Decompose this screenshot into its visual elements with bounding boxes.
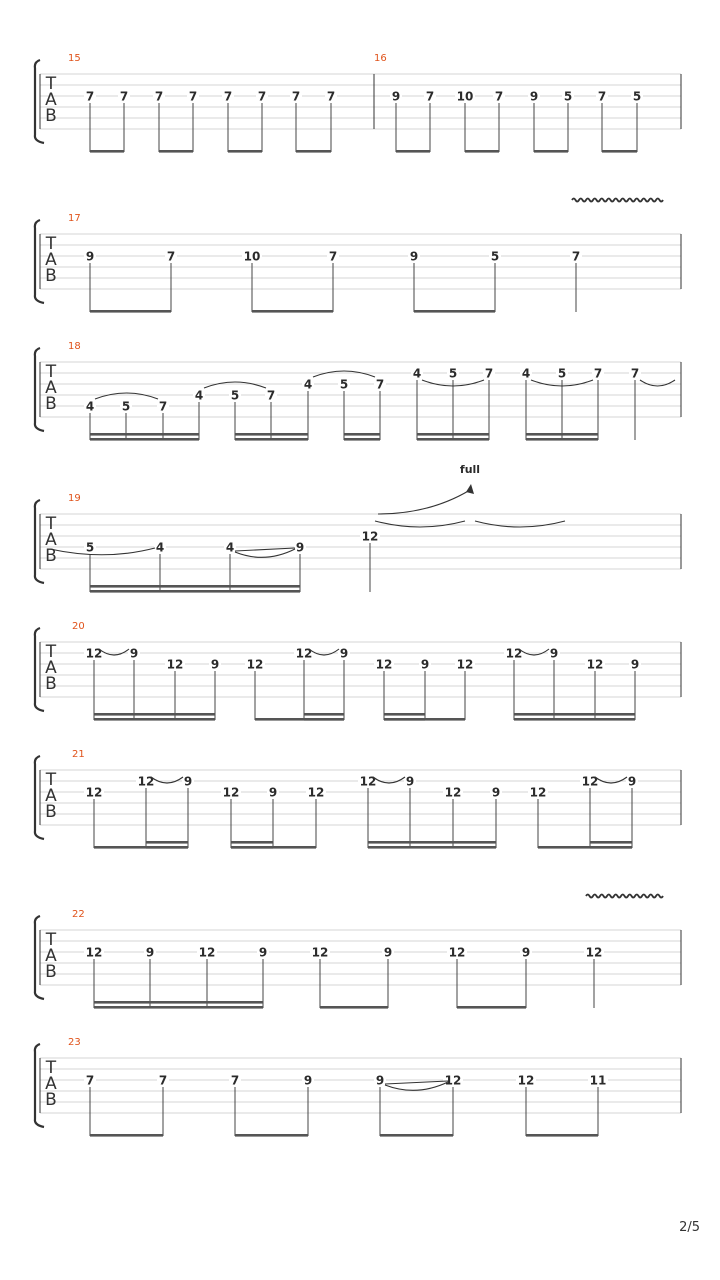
tab-system bbox=[35, 621, 681, 721]
beam bbox=[304, 713, 344, 716]
beam bbox=[417, 433, 489, 436]
fret-number: 7 bbox=[257, 89, 267, 104]
fret-number: 12 bbox=[307, 785, 325, 800]
fret-number: 4 bbox=[194, 388, 204, 403]
measure-number: 15 bbox=[68, 53, 81, 64]
tab-system bbox=[35, 213, 681, 313]
beam bbox=[384, 718, 425, 721]
tab-clef-letter: T bbox=[45, 642, 57, 662]
fret-number: 9 bbox=[145, 945, 155, 960]
fret-number: 7 bbox=[484, 366, 494, 381]
beam bbox=[90, 585, 300, 588]
fret-number: 9 bbox=[375, 1073, 385, 1088]
beam bbox=[526, 438, 598, 441]
fret-number: 7 bbox=[597, 89, 607, 104]
tie bbox=[640, 380, 675, 386]
fret-number: 12 bbox=[137, 774, 155, 789]
beam bbox=[252, 310, 333, 313]
beam bbox=[417, 438, 489, 441]
fret-number: 5 bbox=[339, 377, 349, 392]
beam bbox=[231, 846, 273, 849]
fret-number: 7 bbox=[593, 366, 603, 381]
beam bbox=[90, 150, 124, 153]
tie bbox=[95, 393, 158, 399]
fret-number: 4 bbox=[521, 366, 531, 381]
tab-clef-letter: T bbox=[45, 770, 57, 790]
tab-system bbox=[35, 909, 681, 1009]
tab-clef-letter: B bbox=[45, 266, 57, 286]
fret-number: 12 bbox=[375, 657, 393, 672]
tab-clef-letter: A bbox=[45, 786, 57, 806]
fret-number: 9 bbox=[303, 1073, 313, 1088]
fret-number: 12 bbox=[444, 785, 462, 800]
fret-number: 12 bbox=[166, 657, 184, 672]
system-bracket bbox=[35, 756, 44, 839]
fret-number: 7 bbox=[119, 89, 129, 104]
fret-number: 12 bbox=[586, 657, 604, 672]
beam bbox=[368, 841, 496, 844]
tie bbox=[204, 382, 266, 388]
fret-number: 4 bbox=[155, 540, 165, 555]
fret-number: 5 bbox=[557, 366, 567, 381]
beam bbox=[380, 1134, 453, 1137]
tab-system bbox=[35, 1037, 681, 1137]
fret-number: 7 bbox=[85, 1073, 95, 1088]
slide-line bbox=[385, 1081, 448, 1084]
fret-number: 12 bbox=[444, 1073, 462, 1088]
vibrato-mark bbox=[586, 895, 663, 898]
beam bbox=[526, 433, 598, 436]
tab-system bbox=[35, 341, 681, 441]
beam bbox=[344, 433, 380, 436]
tab-clef-letter: B bbox=[45, 962, 57, 982]
tab-clef-letter: B bbox=[45, 394, 57, 414]
fret-number: 12 bbox=[85, 646, 103, 661]
fret-number: 12 bbox=[222, 785, 240, 800]
beam bbox=[159, 150, 193, 153]
measure-number: 17 bbox=[68, 213, 81, 224]
fret-number: 9 bbox=[630, 657, 640, 672]
tab-clef-letter: A bbox=[45, 658, 57, 678]
fret-number: 7 bbox=[571, 249, 581, 264]
fret-number: 9 bbox=[383, 945, 393, 960]
beam bbox=[396, 150, 430, 153]
fret-number: 7 bbox=[266, 388, 276, 403]
tab-clef-letter: T bbox=[45, 362, 57, 382]
fret-number: 12 bbox=[85, 785, 103, 800]
fret-number: 9 bbox=[491, 785, 501, 800]
fret-number: 12 bbox=[581, 774, 599, 789]
beam bbox=[465, 150, 499, 153]
fret-number: 7 bbox=[326, 89, 336, 104]
fret-number: 12 bbox=[456, 657, 474, 672]
fret-number: 4 bbox=[85, 399, 95, 414]
fret-number: 12 bbox=[198, 945, 216, 960]
fret-number: 7 bbox=[425, 89, 435, 104]
fret-number: 9 bbox=[210, 657, 220, 672]
fret-number: 7 bbox=[494, 89, 504, 104]
tie bbox=[313, 371, 375, 377]
fret-number: 9 bbox=[409, 249, 419, 264]
beam bbox=[90, 1134, 163, 1137]
fret-number: 12 bbox=[505, 646, 523, 661]
beam bbox=[146, 846, 188, 849]
fret-number: 12 bbox=[448, 945, 466, 960]
bend-arrow-head bbox=[466, 484, 474, 494]
beam bbox=[235, 433, 308, 436]
beam bbox=[235, 1134, 308, 1137]
fret-number: 4 bbox=[412, 366, 422, 381]
system-bracket bbox=[35, 500, 44, 583]
fret-number: 4 bbox=[303, 377, 313, 392]
fret-number: 7 bbox=[154, 89, 164, 104]
fret-number: 12 bbox=[311, 945, 329, 960]
beam bbox=[90, 310, 171, 313]
fret-number: 7 bbox=[328, 249, 338, 264]
fret-number: 5 bbox=[85, 540, 95, 555]
fret-number: 9 bbox=[129, 646, 139, 661]
tab-clef-letter: A bbox=[45, 946, 57, 966]
fret-number: 11 bbox=[589, 1073, 607, 1088]
tab-clef-letter: B bbox=[45, 106, 57, 126]
measure-number: 20 bbox=[72, 621, 85, 632]
page-number: 2/5 bbox=[679, 1220, 700, 1235]
tab-clef-letter: B bbox=[45, 802, 57, 822]
system-bracket bbox=[35, 220, 44, 303]
vibrato-mark bbox=[572, 199, 663, 202]
beam bbox=[590, 841, 632, 844]
system-bracket bbox=[35, 628, 44, 711]
fret-number: 12 bbox=[361, 529, 379, 544]
tab-clef-letter: A bbox=[45, 90, 57, 110]
fret-number: 5 bbox=[563, 89, 573, 104]
fret-number: 4 bbox=[225, 540, 235, 555]
beam bbox=[296, 150, 331, 153]
measure-number: 23 bbox=[68, 1037, 81, 1048]
beam bbox=[320, 1006, 388, 1009]
measure-number: 16 bbox=[374, 53, 387, 64]
tie bbox=[50, 548, 155, 555]
beam bbox=[384, 713, 425, 716]
fret-number: 10 bbox=[243, 249, 261, 264]
fret-number: 12 bbox=[85, 945, 103, 960]
fret-number: 5 bbox=[230, 388, 240, 403]
system-bracket bbox=[35, 1044, 44, 1127]
tab-system bbox=[35, 493, 681, 593]
bend-curve bbox=[378, 490, 470, 514]
fret-number: 7 bbox=[230, 1073, 240, 1088]
fret-number: 12 bbox=[295, 646, 313, 661]
tie bbox=[375, 521, 465, 527]
tab-clef-letter: T bbox=[45, 514, 57, 534]
fret-number: 7 bbox=[85, 89, 95, 104]
fret-number: 12 bbox=[529, 785, 547, 800]
beam bbox=[235, 438, 308, 441]
tab-clef-letter: A bbox=[45, 378, 57, 398]
beam bbox=[90, 433, 199, 436]
bend-label: full bbox=[459, 463, 481, 476]
tab-clef-letter: T bbox=[45, 234, 57, 254]
beam bbox=[94, 1001, 263, 1004]
fret-number: 9 bbox=[258, 945, 268, 960]
fret-number: 9 bbox=[339, 646, 349, 661]
system-bracket bbox=[35, 916, 44, 999]
tab-clef-letter: B bbox=[45, 674, 57, 694]
beam bbox=[526, 1134, 598, 1137]
system-bracket bbox=[35, 60, 44, 143]
fret-number: 9 bbox=[405, 774, 415, 789]
beam bbox=[304, 718, 344, 721]
beam bbox=[94, 713, 215, 716]
fret-number: 9 bbox=[183, 774, 193, 789]
tab-clef-letter: T bbox=[45, 930, 57, 950]
beam bbox=[457, 1006, 526, 1009]
beam bbox=[231, 841, 273, 844]
measure-number: 19 bbox=[68, 493, 81, 504]
fret-number: 9 bbox=[268, 785, 278, 800]
fret-number: 9 bbox=[529, 89, 539, 104]
beam bbox=[90, 438, 199, 441]
fret-number: 10 bbox=[456, 89, 474, 104]
beam bbox=[514, 713, 635, 716]
fret-number: 7 bbox=[630, 366, 640, 381]
tab-clef-letter: A bbox=[45, 1074, 57, 1094]
beam bbox=[344, 438, 380, 441]
beam bbox=[228, 150, 262, 153]
measure-number: 22 bbox=[72, 909, 85, 920]
fret-number: 12 bbox=[585, 945, 603, 960]
system-bracket bbox=[35, 348, 44, 431]
fret-number: 5 bbox=[121, 399, 131, 414]
beam bbox=[94, 1006, 263, 1009]
fret-number: 9 bbox=[391, 89, 401, 104]
beam bbox=[146, 841, 188, 844]
fret-number: 7 bbox=[158, 1073, 168, 1088]
fret-number: 7 bbox=[166, 249, 176, 264]
beam bbox=[368, 846, 496, 849]
beam bbox=[94, 718, 215, 721]
tab-clef-letter: B bbox=[45, 546, 57, 566]
fret-number: 7 bbox=[375, 377, 385, 392]
fret-number: 9 bbox=[85, 249, 95, 264]
beam bbox=[514, 718, 635, 721]
tab-clef-letter: T bbox=[45, 74, 57, 94]
fret-number: 12 bbox=[359, 774, 377, 789]
fret-number: 7 bbox=[188, 89, 198, 104]
fret-number: 5 bbox=[448, 366, 458, 381]
beam bbox=[534, 150, 568, 153]
fret-number: 9 bbox=[521, 945, 531, 960]
fret-number: 9 bbox=[420, 657, 430, 672]
beam bbox=[414, 310, 495, 313]
fret-number: 9 bbox=[627, 774, 637, 789]
tab-system bbox=[35, 749, 681, 849]
tab-clef-letter: A bbox=[45, 250, 57, 270]
measure-number: 21 bbox=[72, 749, 85, 760]
tab-clef-letter: T bbox=[45, 1058, 57, 1078]
tie bbox=[475, 521, 565, 527]
tab-clef-letter: B bbox=[45, 1090, 57, 1110]
beam bbox=[590, 846, 632, 849]
fret-number: 7 bbox=[223, 89, 233, 104]
fret-number: 9 bbox=[295, 540, 305, 555]
fret-number: 7 bbox=[291, 89, 301, 104]
fret-number: 12 bbox=[517, 1073, 535, 1088]
tab-system bbox=[35, 53, 681, 153]
fret-number: 5 bbox=[632, 89, 642, 104]
beam bbox=[602, 150, 637, 153]
fret-number: 7 bbox=[158, 399, 168, 414]
beam bbox=[90, 590, 300, 593]
measure-number: 18 bbox=[68, 341, 81, 352]
fret-number: 9 bbox=[549, 646, 559, 661]
fret-number: 5 bbox=[490, 249, 500, 264]
slide-line bbox=[235, 548, 295, 551]
tab-clef-letter: A bbox=[45, 530, 57, 550]
fret-number: 12 bbox=[246, 657, 264, 672]
